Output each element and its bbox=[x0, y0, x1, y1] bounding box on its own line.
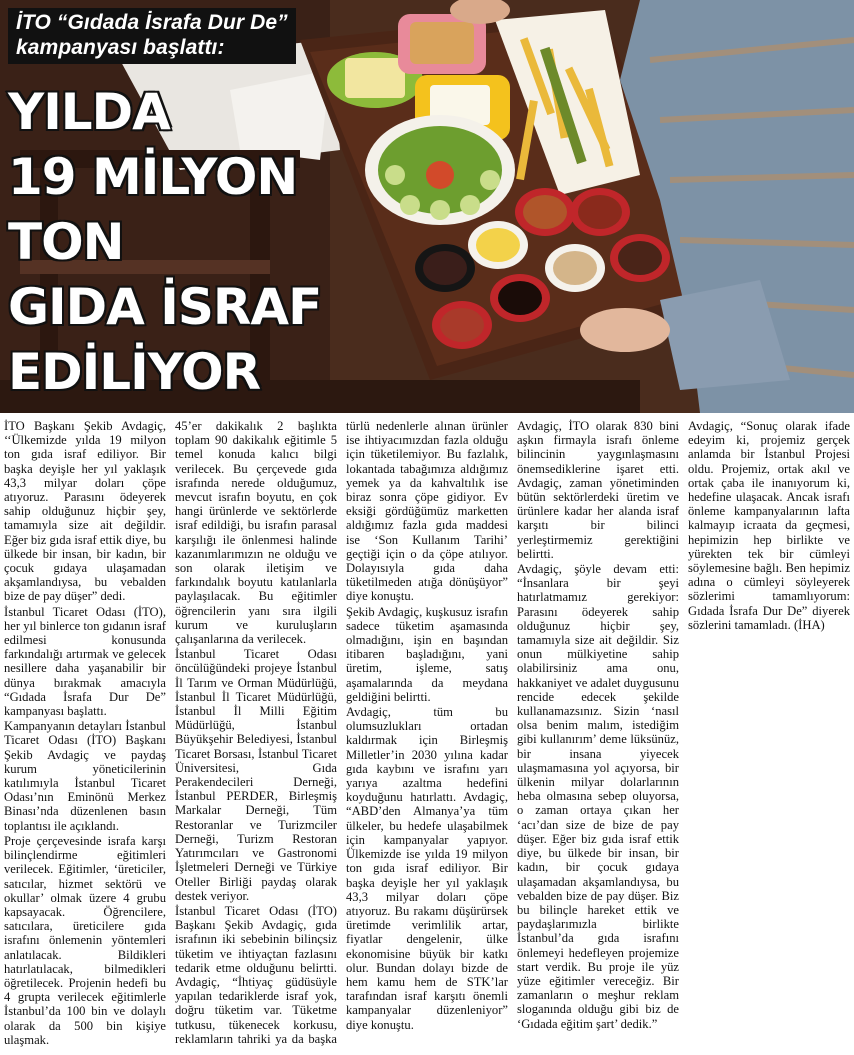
paragraph: İTO Başkanı Şekib Avdagiç, ‘‘Ülkemizde yılda 19 milyon ton gıda israf ediliyor. Bir başka deyişle her yıl yaklaşık 43,3 milyar doları çöpe atıyoruz. Parasını ödeyerek sahip olduğunuz hiçbir şey, tamamıyla size ait değildir. Eğer biz gıda israf ettik diye, bu ülkede bir insan, bir kadın, bir çocuk gıdaya ulaşamadan akşamlandıysa, bu vebalden bize de pay düşer” dedi. bbox=[4, 419, 166, 604]
paragraph: Avdagiç, “Sonuç olarak ifade edeyim ki, projemiz gerçek anlamda bir İstanbul Projesi oldu. Projemiz, ortak akıl ve ortak çaba ile inanıyorum ki, hedefine ulaşacak. Ancak israfı önleme kampanyalarının lafta kalmayıp icraata da geçmesi, hepimizin hep birlikte ve yürekten tek bir cümleyi söylemesine bağlı. Ben hepimiz adına o cümleyi söyleyerek sözlerimi tamamlıyorum: Gıdada İsrafa Dur De” diyerek sözlerini tamamladı. (İHA) bbox=[688, 419, 850, 632]
kicker-label bbox=[8, 8, 296, 64]
kicker-line-2: kampanyası başlattı: bbox=[16, 36, 225, 59]
hero-photo bbox=[0, 0, 854, 413]
article-body bbox=[4, 419, 850, 1051]
headline-line-1: YILDA bbox=[8, 83, 170, 141]
headline-line-5: EDİLİYOR bbox=[8, 343, 261, 401]
paragraph: İstanbul Ticaret Odası (İTO) Başkanı Şekib Avdagiç, gıda israfının iki sebebinin bilinçsiz tüketim ve ihtiyaçtan fazlasını tedarik etme olduğunu belirtti. Avdagiç, “İhtiyaç güdüsüyle yapılan tedariklerde israf yok, doğru tüketim var. Tüketme tutkusu, tükenecek korkusu, reklamların tahriki ya da başka türlü nedenlerle alınan ürünler ise ihtiyacımızdan fazla olduğu için tüketilemiyor. Bu fazlalık, lokantada tabağımıza aldığımız yemek ya da kahvaltılık ise biraz sonra çöpe gidiyor. Ev eksiği gördüğümüz marketten aldığımız fazla gıda maddesi ise ‘Son Kullanım Tarihi’ geçtiği için o da çöpe atılıyor. Dolayısıyla gıda daha tüketilmeden atığa dönüşüyor” diye konuştu. bbox=[175, 419, 508, 1046]
headline-line-4: GIDA İSRAF bbox=[8, 278, 322, 336]
kicker-line-1: İTO “Gıdada İsrafa Dur De” bbox=[16, 11, 288, 34]
paragraph: Avdagiç, şöyle devam etti: “İnsanlara bir şeyi hatırlatmamız gerekiyor: Parasını ödeyerek sahip olduğunuz hiçbir şey, tamamıyla size ait değildir. Siz onun mülkiyetine sahip olabilirsiniz ama onu, hakkaniyet ve adalet duygusunu rencide edecek şekilde kullanamazsınız. Sizin ‘nasıl olsa benim malım, istediğim gibi kullanırım’ deme lüksünüz, bir insana yiyecek ulaşmamasına yol açıyorsa, bir ülkenin milyar dolarlarının heba olmasına sebep oluyorsa, o zaman ortaya çıkan her ‘acı’dan size de bize de pay düşer. Eğer biz gıda israf ettik diye, bu ülkede bir insan, bir kadın, bir çocuk gıdaya ulaşamadan akşamlandıysa, bu vebalden bize de pay düşer. Biz bu bilinçle hareket ettik ve paydaşlarımızla birlikte İstanbul’da gıda israfını önlemeyi hedefleyen projemize start verdik. Bu proje ile yüz yüze eğitimler vereceğiz. Bir zamanların o meşhur reklam sloganında olduğu gibi biz de ‘Gıdada eğitim şart’ dedik.” bbox=[517, 562, 679, 1031]
paragraph: Şekib Avdagiç, kuşkusuz israfın sadece tüketim aşamasında olmadığını, işin en başından itibaren başladığını, yani üretim, işleme, satış aşamalarında da meydana geldiğini belirtti. bbox=[346, 604, 508, 704]
paragraph: İstanbul Ticaret Odası öncülüğündeki projeye İstanbul İl Tarım ve Orman Müdürlüğü, İstanbul İl Ticaret Müdürlüğü, İstanbul İl Milli Eğitim Müdürlüğü, İstanbul Büyükşehir Belediyesi, İstanbul Ticaret Borsası, İstanbul Ticaret Üniversitesi, Gıda Perakendecileri Derneği, İstanbul PERDER, Birleşmiş Markalar Derneği, Tüm Restoranlar ve Turizmciler Derneği, Turizm Restoran Yatırımcıları ve Gastronomi İşletmeleri Derneği ve Türkiye Oteller Birliği paydaş olarak destek veriyor. bbox=[175, 647, 337, 903]
paragraph: Kampanyanın detayları İstanbul Ticaret Odası (İTO) Başkanı Şekib Avdagiç ve paydaş kurum yöneticilerinin katılımıyla İstanbul Ticaret Odası’nın Eminönü Merkez Binası’nda düzenlenen basın toplantısı ile açıklandı. bbox=[4, 719, 166, 833]
paragraph: İstanbul Ticaret Odası (İTO), her yıl binlerce ton gıdanın israf edilmesi konusunda farkındalığı artırmak ve gelecek nesillere daha yaşanabilir bir dünya bırakmak amacıyla “Gıdada İsrafa Dur De” kampanyası başlattı. bbox=[4, 604, 166, 719]
paragraph: Avdagiç, tüm bu olumsuzlukları ortadan kaldırmak için Birleşmiş Milletler’in 2030 yılına kadar gıda kaybını ve israfını yarı yarıya azaltma hedefini koyduğunu hatırlattı. Avdagiç, “ABD’den Almanya’ya tüm ülkeler, bu hedefe ulaşabilmek için kampanyalar yapıyor. Ülkemizde ise yılda 19 milyon ton gıda israf ediliyor. Bir başka deyişle her yıl yaklaşık 43,3 milyar doları çöpe atıyoruz. Bu rakamı düşürürsek üretimde verimlilik artar, fiyatlar dengelenir, ülke ekonomisine büyük bir katkı olur. Bundan dolayı bizde de hem kamu hem de STK’lar tarafından israf karşıtı önemli kampanyalar düzenleniyor” diye konuştu. bbox=[346, 705, 508, 1032]
paragraph: 45’er dakikalık 2 başlıkta toplam 90 dakikalık eğitimle 5 temel konuda kalıcı bilgi verilecek. Bu çerçevede gıda israfında nerede olduğumuz, mevcut israfın boyutu, en çok hangi ürünlerde ve sektörlerde israf edildiği, bu israfın parasal karşılığı ile önlenmesi halinde kazanımlarımızın ne olduğu ve son olarak iletişim ve farkındalık boyutu katılanlarla paylaşılacak. Bu eğitimler öğrencilerin yanı sıra ilgili kurum ve kuruluşların çalışanlarına da verilecek. bbox=[175, 419, 337, 647]
paragraph: Proje çerçevesinde israfa karşı bilinçlendirme eğitimleri verilecek. Eğitimler, ‘üreticiler, satıcılar, hizmet sektörü ve okullar’ olmak üzere 4 grubu kapsayacak. Öğrencilere, satıcılara, üreticilere gıda israfını önlemenin yöntemleri anlatılacak. Bildikleri hatırlatılacak, bilmedikleri öğretilecek. Projenin hedefi bu 4 grupta verilecek eğitimlerle İstanbul’da 100 bin ve dolaylı olarak da 500 bin kişiye ulaşmak. bbox=[4, 833, 166, 1047]
headline bbox=[8, 80, 321, 405]
headline-line-2: 19 MİLYON bbox=[8, 148, 298, 206]
paragraph: Avdagiç, İTO olarak 830 bini aşkın firmayla israfı önleme bilincinin yaygınlaşmasını önemsediklerine işaret etti. Avdagiç, zaman yönetiminden bütün sektörlerdeki üretim ve ürünlere kadar her alanda israf karşıtı bir bilinci yerleştirmemiz gerektiğini belirtti. bbox=[517, 419, 679, 561]
headline-line-3: TON bbox=[8, 213, 124, 271]
